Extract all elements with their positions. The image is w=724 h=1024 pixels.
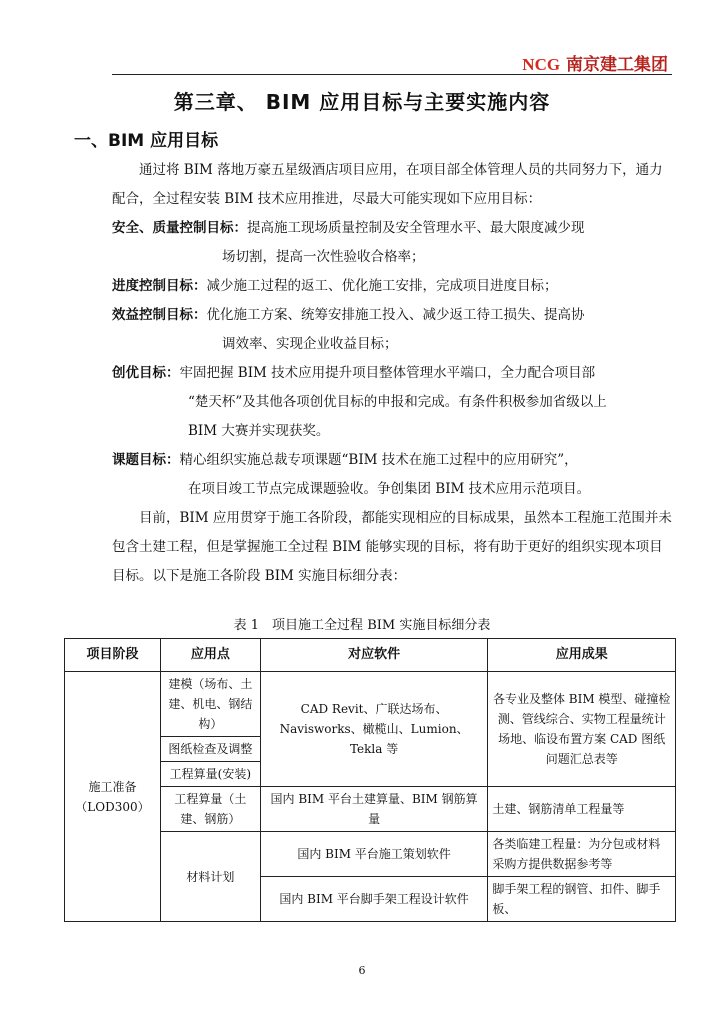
result-cell: 各专业及整体 BIM 模型、碰撞检测、管线综合、实物工程量统计 场地、临设布置方案 CAD 图纸问题汇总表等 — [488, 672, 676, 787]
point-cell: 工程算量（土建、钢筋） — [160, 787, 260, 832]
goal-label: 进度控制目标： — [112, 278, 207, 294]
point-cell: 图纸检查及调整 — [160, 737, 260, 762]
software-cell: 国内 BIM 平台施工策划软件 — [260, 832, 488, 877]
goal-text: 精心组织实施总裁专项课题“BIM 技术在施工过程中的应用研究”， — [179, 452, 578, 468]
goal-benefit — [112, 301, 672, 359]
point-cell: 工程算量(安装) — [160, 762, 260, 787]
page-header — [112, 48, 672, 75]
result-cell: 各类临建工程量：为分包或材料采购方提供数据参考等 — [488, 832, 676, 877]
col-header-result: 应用成果 — [488, 639, 676, 672]
col-header-point: 应用点 — [160, 639, 260, 672]
col-header-software: 对应软件 — [260, 639, 488, 672]
company-logo — [522, 50, 668, 75]
goal-text-cont: 调效率、实现企业收益目标； — [222, 336, 398, 352]
point-cell: 建模（场布、土建、机电、钢结构） — [160, 672, 260, 737]
bim-target-table — [64, 638, 676, 922]
goal-text: 牢固把握 BIM 技术应用提升项目整体管理水平端口，全力配合项目部 — [179, 365, 596, 381]
goal-text: 减少施工过程的返工、优化施工安排，完成项目进度目标； — [206, 278, 558, 294]
stage-cell: 施工准备（LOD300） — [65, 672, 161, 922]
goal-text-cont: “楚天杯”及其他各项创优目标的申报和完成。有条件积极参加省级以上 BIM 大赛并实现获奖。 — [188, 394, 607, 439]
goal-text-cont: 在项目竣工节点完成课题验收。争创集团 BIM 技术应用示范项目。 — [188, 481, 591, 497]
goal-label: 效益控制目标： — [112, 307, 207, 323]
point-cell: 材料计划 — [160, 832, 260, 922]
goal-excellence — [112, 359, 672, 446]
col-header-stage: 项目阶段 — [65, 639, 161, 672]
goal-schedule — [112, 272, 672, 301]
goal-text-cont: 场切割，提高一次性验收合格率； — [222, 249, 425, 265]
table-caption: 表 1 项目施工全过程 BIM 实施目标细分表 — [233, 618, 491, 633]
table-row — [65, 672, 676, 737]
intro-paragraph: 通过将 BIM 落地万豪五星级酒店项目应用，在项目部全体管理人员的共同努力下，通力配合，全过程安装 BIM 技术应用推进，尽最大可能实现如下应用目标： — [112, 162, 663, 207]
result-cell: 脚手架工程的钢管、扣件、脚手板、 — [488, 877, 676, 922]
goal-label: 创优目标： — [112, 365, 180, 381]
software-cell: 国内 BIM 平台土建算量、BIM 钢筋算量 — [260, 787, 488, 832]
software-cell: 国内 BIM 平台脚手架工程设计软件 — [260, 877, 488, 922]
logo-org-name: 南京建工集团 — [566, 55, 668, 75]
goal-label: 安全、质量控制目标： — [112, 220, 247, 236]
goal-safety-quality — [112, 214, 672, 272]
table-header-row — [65, 639, 676, 672]
page-number: 6 — [358, 964, 366, 977]
goal-label: 课题目标： — [112, 452, 180, 468]
result-cell: 土建、钢筋清单工程量等 — [488, 787, 676, 832]
goal-text: 提高施工现场质量控制及安全管理水平、最大限度减少现 — [247, 220, 585, 236]
chapter-title: 第三章、 BIM 应用目标与主要实施内容 — [173, 90, 551, 114]
software-cell: CAD Revit、广联达场布、Navisworks、橄榄山、Lumion、Tekla 等 — [260, 672, 488, 787]
section-heading: 一、BIM 应用目标 — [74, 131, 219, 151]
goal-text: 优化施工方案、统筹安排施工投入、减少返工待工损失、提高协 — [206, 307, 585, 323]
goal-research — [112, 446, 672, 504]
logo-latin: NCG — [522, 55, 561, 74]
closing-paragraph: 目前，BIM 应用贯穿于施工各阶段，都能实现相应的目标成果，虽然本工程施工范围并未包含土建工程，但是掌握施工全过程 BIM 能够实现的目标，将有助于更好的组织实现本项目目标。以下是施工各阶段 BIM 实施目标细分表： — [112, 510, 672, 584]
